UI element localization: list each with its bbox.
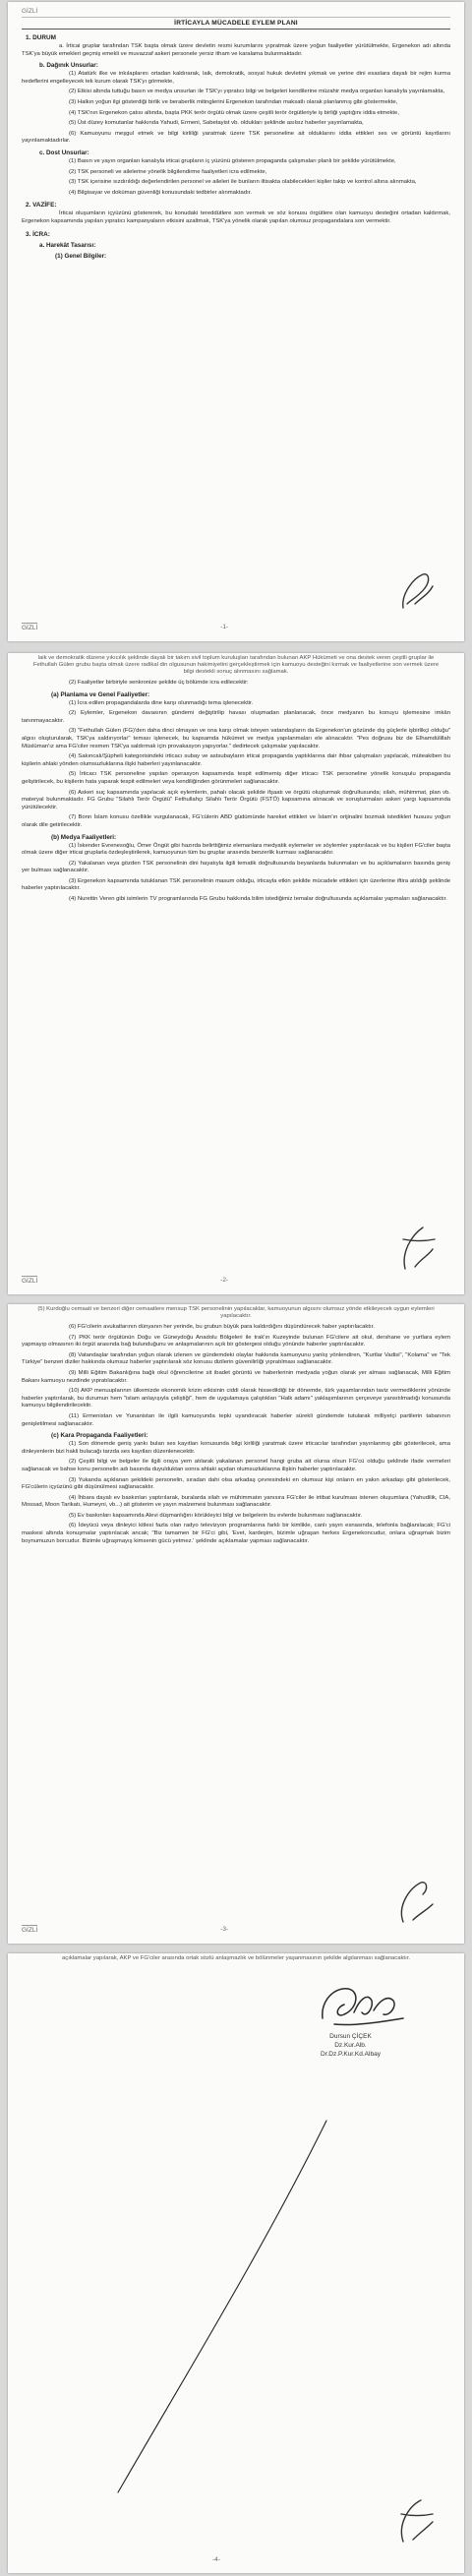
document-page-1 [8,2,464,641]
subsection-heading: c. Dost Unsurlar: [39,149,89,156]
paragraph: (6) Askeri suç kapsamında yapılacak açık eylemlerin, pahalı olacak şekilde ifşaatı ve örgütü oluşturmak doğrultusunda; silah, mühimmat, plan vb. materyal bulunmaktadır. FG Grubu "Silahlı Terör Örgütü" Fethullahçı Silahlı Terör Örgütü (FSTÖ) kapsamına alınacak ve soruşturmaları askeri yargı kapsamında yürütülecektir. [22,789,450,810]
paragraph: (9) Milli Eğitim Bakanlığına bağlı okul öğrencilerine sit ibadet görüntü ve haberlerinin medyada yoğun olarak yer alması sağlanacak, Milli Eğitim Bakanı kamuoyu nezdinde yıpratılacaktır. [22,1369,450,1384]
paragraph: (11) Ermenistan ve Yunanistan ile ilgili kamuoyunda tepki uyandıracak haberler sürekli gündemde tutularak milliyetçi partilerin tabanının genişletilmesi sağlanacaktır. [22,1412,450,1427]
faded-carryover-text: laik ve demokratik düzene yıkıcılık şeklinde dayalı bir takım sivil toplum kuruluşları tarafından bulunan AKP Hükümeti ve ona destek veren çeşitli gruplar ile Fethullah Gülen grubu başta olmak üzere radikal din olgusunun hakimiyetini gerçekleştirmek için kamuoyu desteğini kırmak ve faaliyetlerine son vermek üzere bilgi destekli sonuç alınmasını sağlamak. [32,655,440,675]
paragraph: (5) Ev baskınları kapsamında Alevi düşmanlığını körükleyici bilgi ve belgelerin bu evlerde bulunması sağlanacaktır. [69,1512,363,1519]
document-page-4 [8,1953,464,2573]
paragraph: (2) Eylemler, Ergenekon davasının gündemi değiştirilip havası oluşmadan planlanacak, önce medyanın bu konuyu işlemesine imkân tanınmayacaktır. [22,710,450,724]
page-number: -2- [220,1277,229,1284]
page-number: -1- [220,624,229,630]
paragraph: (8) Vatandaşlar tarafından yoğun olarak izlenen ve gündemdeki olaylar hakkında kamuoyunu yanlış yönlendiren, "Kurtlar Vadisi", "Kolama" ve "Tek Türkiye" benzeri diziler hakkında olumsuz haberler yaptırılarak söz konusu dizilerin güvenilirliği yıpratılması sağlanacaktır. [22,1351,450,1366]
footer-classification: GİZLİ [22,1927,38,1934]
paragraph: (3) Ergenekon kapsamında tutuklanan TSK personelinin masum olduğu, irticayla etkin şekilde mücadele ettikleri için üzerlerine iftira atıldığı şeklinde haberler yaptırılacaktır. [22,877,450,892]
initials-signature [387,1875,439,1930]
paragraph: a. İrticai gruplar tarafından TSK başta olmak üzere devletin resmi kurumlarını yıpratmak üzere yoğun faaliyetler yürütülmekte, Ergenekon adı altında TSK'ya büyük emekleri geçmiş emekli ve muvazzaf askeri personele yersiz itham ve karalama bulunmaktadır. [22,43,450,57]
paragraph: (7) PKK terör örgütünün Doğu ve Güneydoğu Anadolu Bölgeleri ile trak'ın Kuzeyinde bulunan FG'cilere ait okul, dershane ve yurtlara eylem yapmayıp olmasının iki örgüt arasında bağ bulunduğunu ve anlaşmalarının açık bir göstergesi olduğu yönünde haberler yaptırılacaktır. [22,1334,450,1348]
initials-signature [387,2492,439,2549]
page-footer [22,1925,450,1934]
diagonal-strike-line [8,1953,464,2573]
paragraph: (1) İcra edilen propagandalarda dine karşı olunmadığı tema işlenecektir. [69,699,254,706]
paragraph: (2) Yakalanan veya gözden TSK personelinin dini hayatıyla ilgili tematik doğrultusunda beyanlarda bulunmaları ve bu açıklamaların basında geniş yer bulması sağlanacaktır. [22,860,450,874]
page-footer [22,623,450,631]
signatory-rank: Dz.Kur.Alb. [334,2042,367,2049]
faded-carryover-text: açıklamalar yapılarak, AKP ve FG'ciler arasında ortak sözlü anlaşmazlık ve bölünmeler yaşanmasının şekilde algılanması sağlanacaktır. [62,1955,410,1961]
faded-carryover-text: (5) Kurdoğlu cemaati ve benzeri diğer cemaatlere mensup TSK personelinin yapılacaklar, kamuoyunun algısını olumsuz yönde etkileyecek uygun eylemleri yapılacaktır. [37,1306,435,1319]
paragraph: (3) Halkın yoğun ilgi gösterdiği birlik ve beraberlik mitinglerini Ergenekon tarafından maksatlı olarak planlanmış gibi göstermekte, [69,98,398,105]
page-number: -4- [212,2556,220,2563]
section-heading: 1. DURUM [26,34,56,41]
paragraph: (1) Basın ve yayın organları kanalıyla irticai grupların iç yüzünü gösteren propaganda çalışmaları planlı bir şekilde yürütülmekte, [69,157,396,164]
page-number: -3- [220,1926,229,1933]
paragraph: (3) Yukarıda açıklanan şekildeki personelin, sıradan dahi olsa arkadaş çevresindeki en olumsuz kişi onların en yakın arkadaşı gibi gösterilecek, FG'cülerin içyüzünü gibi düşünülmesi sağlanacaktır. [22,1476,450,1491]
section-heading: 2. VAZİFE: [26,202,57,210]
footer-classification: GİZLİ [22,1278,38,1285]
paragraph: (2) Etkisi altında tuttuğu basın ve medya unsurları ile TSK'yı yıpratıcı bilgi ve belgeleri kendilerine müzahir medya organları kanalıyla yayınlamakta, [69,89,445,95]
paragraph: (4) İhbara dayalı ev baskınları yaptırılarak, buralarda silah ve mühimmatın yanısıra FG'ciler ile irtibat kurulması istenen oluşumlara (Yahudilik, CIA, Mossad, Moon Tarikatı, Humeyni, vb...) ait gösterim ve yayın malzemesi bulunması sağlanacaktır. [22,1494,450,1509]
paragraph: (5) Üst düzey komutanlar hakkında Yahudi, Ermeni, Sabetayist vb. oldukları şeklinde asılsız haberler yayınlamakta, [69,120,364,127]
paragraph: (2) Çeşitli bilgi ve belgeler ile ilgili oraya yem atılarak yakalanan personel hangi gruba ait olursa olsun FG'cü olduğu şeklinde ifade vermeleri sağlanacak ve bahse konu personelin adı basında duyulduktan sonra ahlaki açıdan olumsuzluklarına ilişkin haberler yaptırılacaktır. [22,1459,450,1472]
paragraph: (10) AKP menuuplarının ülkemizde ekonomik krizin etkisinin ciddi olarak hissedildiği bir dönemde, türk yaşamlarından taviz vermediklerini yönünde haberler yaptırılarak, bu durumun hem "islam anlayışıyla çeliştiği", hem de uygulamaya çalıştıkları "Halk adamı" yaklaşımlarının çerçeveye yansıtılmadığı konusunda kamuoyu bilgilendirilecektir. [22,1388,450,1409]
paragraph: (4) Sakıncalı/Şüpheli kategorisindeki irticacı subay ve astsubayların irticai propaganda yaptıklarına dair ihbar çalışmaları yapılacak, müteakiben bu kişilerin ahlaki yönden olumsuzluklarına ilişki haberleri yayınlanacaktır. [22,753,450,767]
subsection-heading: (a) Planlama ve Genel Faaliyetler: [51,690,150,698]
subsection-heading: b. Dağınık Unsurlar: [39,62,98,70]
initials-signature [391,1220,441,1277]
document-page-3 [8,1304,464,1944]
signatory-rank-full: Dr.Dz.P.Kur.Kd.Albay [321,2051,381,2058]
paragraph: (3) "Fethullah Gülen (FG)'den daha dinci olmayan ve ona karşı olmak isteyen vatandaşların da Ergenekon'un gözünde dış güçlerle işbirlikçi olduğu" algısı oluşturularak, TSK'ya saldırıyorlar" teması işlenecek, bu kapsamda hükümet ve medya yapılanmaları ele alınacaktır. "Pes doğrusu biz de Elhamdülillah Müslüman'ız ama FG'ciler resmen TSK'ya saldırmak için provakasyon yapıyorlar." dedirtecek çalışmalar yapılacaktır. [22,728,450,749]
subsection-heading: (1) Genel Bilgiler: [55,252,107,260]
paragraph: (4) TSK'nın Ergenekon çatısı altında, başta PKK terör örgütü olmak üzere çeşitli terör örgütleriyle iş birliği yaptığını iddia etmekte, [69,109,399,116]
page-footer [22,2556,450,2563]
paragraph: (1) Son dönemde geniş yankı bulan ses kayıtları konusunda bilgi kirliliği yaratmak üzere irticacılar tarafından yayınlanmış gibi gösterilecek, ama dinleyenlerin bizi hakli bulacağı tarzda ses kayıtları düzenlenecektir. [22,1441,450,1455]
document-title: İRTİCAYLA MÜCADELE EYLEM PLANI [22,20,450,30]
document-page-2 [8,653,464,1294]
page-footer [22,1276,450,1285]
signatory-name: Dursun ÇİÇEK [329,2033,372,2040]
page-header [22,8,450,18]
initials-signature [393,565,439,616]
footer-classification: GİZLİ [22,625,38,631]
classification-mark: GİZLİ [22,8,38,15]
paragraph: (6) FG'cilerin avukatlarının dünyanın her yerinde, bu grubun büyük para kaldırdığını düşündürecek haber yaptırılacaktır. [69,1324,375,1330]
paragraph: (1) İskender Evrenesoğlu, Ömer Öngüt gibi hazırda belirttiğimiz elemanlara medyatik eylemeler ve söylemler yaptırılacak ve bu kişileri FG'ciler başta olmak üzere diğer irticai gruplarla özdeşleştirilerek, kamuoyunun tüm bu gruplar arasında benzerlik kurması sağlanacaktır. [22,842,450,857]
subsection-heading: (b) Medya Faaliyetleri: [51,833,117,841]
paragraph: (6) Kamuoyunu meşgul etmek ve bilgi kirliliği yaratmak üzere TSK personeline ait olduklarını iddia ettikleri ses ve görüntü kayıtlarını yayınlamaktadırlar. [22,130,450,145]
paragraph: (4) Bilgisayar ve doküman güvenliği konusundaki tedbirler alınmaktadır. [69,189,252,196]
paragraph: (6) İdeyücü veya dinleyici kitlesi fazla olan radyo televizyon programlarına farklı bir kimlikle, canlı yayın esnasında, telefonla bağlanılacak; FG'ci maskesi altında konuşmalar yaptırılacak ancak; "Biz tamamen bir FG'ci gibi, 'Evet, kardeşim, bizimle uğraşan herkes Ergenekoncudur, onlara uğraşmak bizim boynumuzun borcudur. Bizimle uğraşmayış kimsenin gücü yetmez.' şeklinde açıklamalar yapması sağlanacaktır. [22,1523,450,1544]
section-heading: 3. İCRA: [26,230,50,238]
paragraph: (3) TSK içerisine sızdırıldığı değerlendirilen personel ve aileleri ile bunların iltisakta olabilecekleri kişiler takip ve kontrol altına alınmakta, [69,179,417,186]
paragraph: (4) Nurettin Veren gibi isimlerin TV programlarında FG Grubu hakkında bilim istediğimiz temalar doğrultusunda açıklamalar yapmaları sağlanacaktır. [69,896,447,903]
paragraph: (2) TSK personeli ve ailelerine yönelik bilgilendirme faaliyetleri icra edilmekte, [69,168,267,175]
subsection-heading: (c) Kara Propaganda Faaliyetleri: [51,1432,148,1440]
paragraph: İrticai oluşumların içyüzünü göstererek, bu konudaki tereddütlere son vermek ve söz konusu örgütlere olan kamuoyu desteğini ortadan kaldırmak, Ergenekon kapsamında yapılan yıpratıcı kampanyaların etkisini azaltmak, TSK'ya yönelik olarak yapılan olumsuz propagandalara son vermektir. [22,210,450,224]
paragraph: (2) Faaliyetler birbiriyle senkronize şekilde üç bölümde icra edilecektir: [69,680,249,686]
paragraph: (1) Atatürk ilke ve inkılaplarını ortadan kaldırarak, laik, demokratik, sosyal hukuk devletini yıkmak ve yerine dini esaslara dayalı bir rejim kurma hedeflerini engelleyecek tek kurum olarak TSK'yı görmekte, [22,71,450,85]
subsection-heading: a. Harekât Tasarısı: [39,241,96,249]
paragraph: (7) Bonn İslam konusu özellikle vurgulanacak, FG'cülerin ABD güdümünde hareket ettikleri ve İslam'ın orijinalini bozmak istedikleri hususu yoğun olarak dile getirilecektir. [22,814,450,828]
paragraph: (5) İrticacı TSK personeline yapılan operasyon kapsamında tespit edilmemiş diğer irticacı TSK personeline yönelik konuşulu propaganda geliştirilecek, bu kişilerin hata yaparak tespit edilmeleri veya kendiliğinden görünmeleri sağlanacaktır. [22,771,450,785]
